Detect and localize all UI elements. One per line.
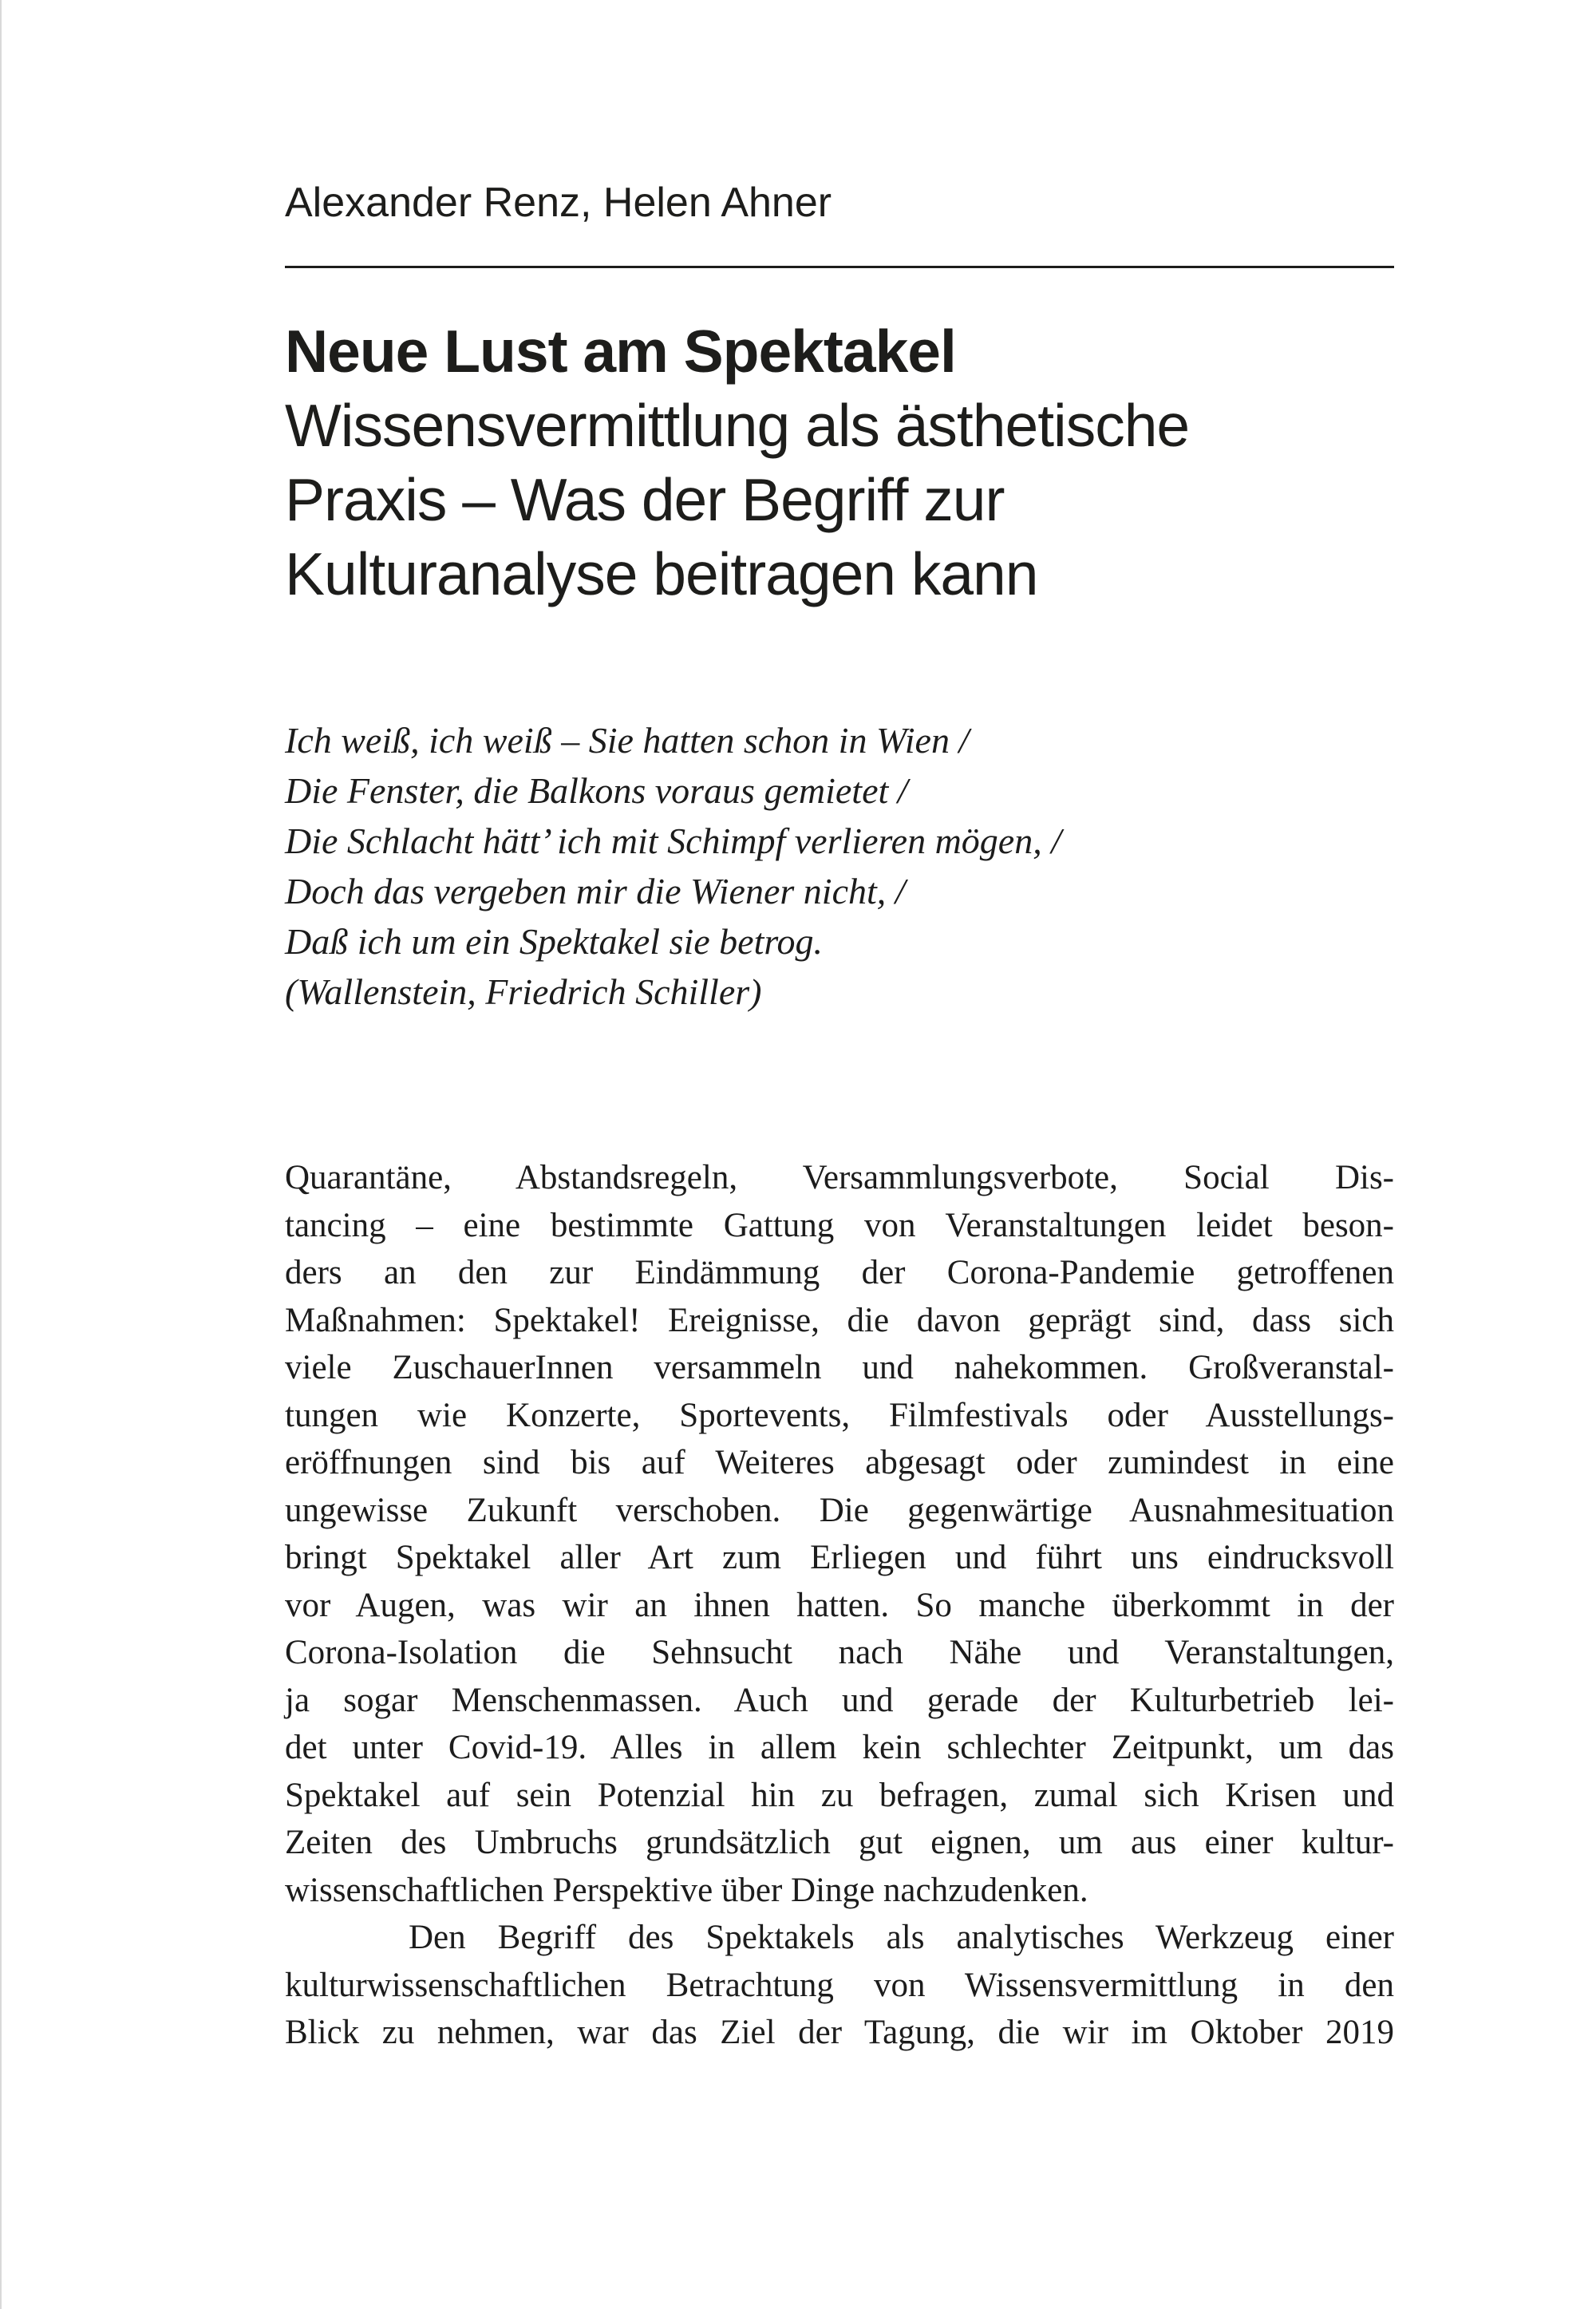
epigraph-line: Doch das vergeben mir die Wiener nicht, / — [285, 871, 906, 911]
body-line: tungen wie Konzerte, Sportevents, Filmfestivals oder Ausstellungs- — [285, 1396, 1394, 1434]
body-line: Quarantäne, Abstandsregeln, Versammlungsverbote, Social Dis- — [285, 1159, 1394, 1196]
body-line: Spektakel auf sein Potenzial hin zu befragen, zumal sich Krisen und — [285, 1776, 1394, 1814]
article-title: Neue Lust am Spektakel — [285, 318, 956, 385]
page-edge-line — [0, 0, 2, 2309]
body-line: viele ZuschauerInnen versammeln und nahekommen. Großveranstal- — [285, 1349, 1394, 1386]
body-line: ungewisse Zukunft verschoben. Die gegenwärtige Ausnahmesituation — [285, 1491, 1394, 1529]
body-line: det unter Covid-19. Alles in allem kein schlechter Zeitpunkt, um das — [285, 1729, 1394, 1766]
header-rule — [285, 266, 1394, 268]
body-line: vor Augen, was wir an ihnen hatten. So manche überkommt in der — [285, 1586, 1394, 1624]
epigraph-line: Daß ich um ein Spektakel sie betrog. — [285, 921, 824, 962]
article-subtitle-line: Wissensvermittlung als ästhetische — [285, 392, 1190, 459]
body-line: eröffnungen sind bis auf Weiteres abgesagt oder zumindest in eine — [285, 1444, 1394, 1481]
body-text — [285, 1154, 1394, 2057]
article-subtitle-line: Praxis – Was der Begriff zur — [285, 466, 1005, 533]
epigraph-attribution: (Wallenstein, Friedrich Schiller) — [285, 971, 762, 1012]
body-line: tancing – eine bestimmte Gattung von Veranstaltungen leidet beson- — [285, 1206, 1394, 1244]
body-line: ders an den zur Eindämmung der Corona-Pandemie getroffenen — [285, 1254, 1394, 1291]
body-line: Maßnahmen: Spektakel! Ereignisse, die davon geprägt sind, dass sich — [285, 1301, 1394, 1339]
body-line: kulturwissenschaftlichen Betrachtung von Wissensvermittlung in den — [285, 1966, 1394, 2004]
body-line: Den Begriff des Spektakels als analytisches Werkzeug einer — [409, 1919, 1394, 1956]
body-line: ja sogar Menschenmassen. Auch und gerade der Kulturbetrieb lei- — [285, 1681, 1394, 1719]
epigraph — [285, 715, 1426, 1017]
body-line: Corona-Isolation die Sehnsucht nach Nähe und Veranstaltungen, — [285, 1634, 1394, 1671]
body-line: Zeiten des Umbruchs grundsätzlich gut eignen, um aus einer kultur- — [285, 1824, 1394, 1861]
paragraph-1 — [285, 1154, 1394, 1914]
authors-line: Alexander Renz, Helen Ahner — [285, 180, 832, 226]
article-subtitle-line: Kulturanalyse beitragen kann — [285, 540, 1038, 607]
body-line: wissenschaftlichen Perspektive über Dinge nachzudenken. — [285, 1871, 1088, 1909]
paragraph-2 — [285, 1914, 1394, 2057]
epigraph-line: Die Schlacht hätt’ ich mit Schimpf verlieren mögen, / — [285, 820, 1062, 861]
epigraph-line: Die Fenster, die Balkons voraus gemietet / — [285, 770, 908, 811]
body-line: bringt Spektakel aller Art zum Erliegen und führt uns eindrucksvoll — [285, 1539, 1394, 1576]
epigraph-line: Ich weiß, ich weiß – Sie hatten schon in Wien / — [285, 720, 970, 761]
title-block — [285, 314, 1426, 611]
body-line: Blick zu nehmen, war das Ziel der Tagung, die wir im Oktober 2019 — [285, 2014, 1394, 2051]
